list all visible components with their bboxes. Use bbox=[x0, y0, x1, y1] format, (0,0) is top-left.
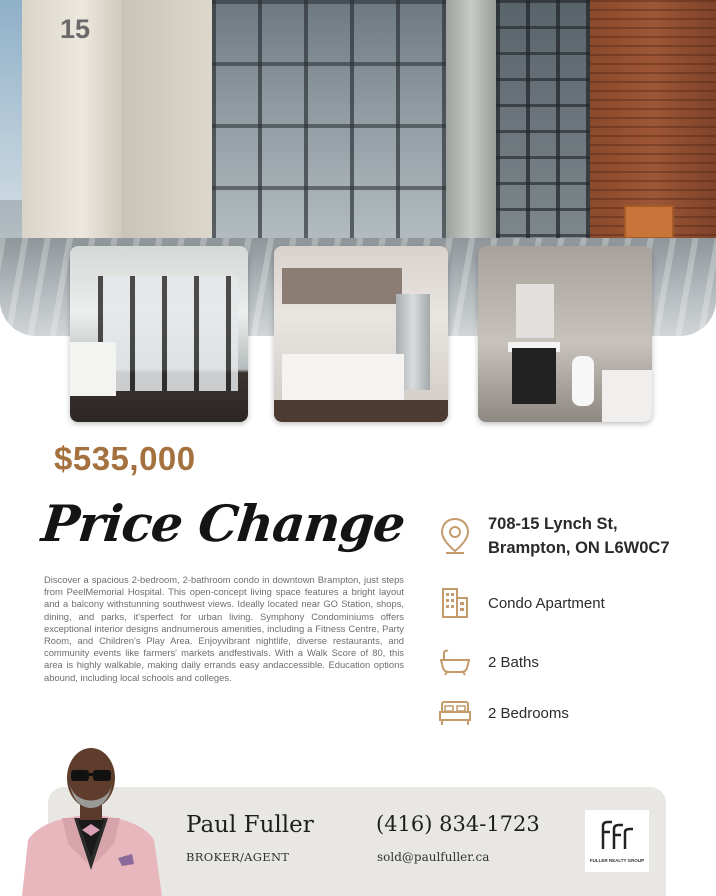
floor bbox=[274, 400, 448, 422]
bathroom-photo bbox=[478, 246, 652, 422]
concrete-column bbox=[446, 0, 496, 250]
brokerage-logo bbox=[585, 810, 649, 872]
agent-email[interactable]: sold@paulfuller.ca bbox=[377, 850, 490, 864]
location-pin-icon bbox=[438, 519, 472, 553]
bathtub bbox=[602, 370, 652, 422]
counter bbox=[70, 342, 116, 396]
concrete-wall bbox=[122, 0, 214, 250]
price: $535,000 bbox=[54, 440, 196, 477]
storage-bin bbox=[624, 205, 674, 239]
agent-phone[interactable]: (416) 834-1723 bbox=[376, 812, 540, 836]
living-room-photo bbox=[70, 246, 248, 422]
feature-bedrooms bbox=[438, 696, 569, 730]
kitchen-photo bbox=[274, 246, 448, 422]
toilet bbox=[572, 356, 594, 406]
building-number: 15 bbox=[60, 14, 91, 44]
property-type: Condo Apartment bbox=[488, 594, 605, 612]
feature-address bbox=[438, 512, 670, 560]
headline: Price Change bbox=[38, 494, 408, 553]
cabinets bbox=[282, 268, 402, 304]
logo-mark-icon bbox=[599, 820, 635, 855]
feature-baths bbox=[438, 645, 539, 679]
balcony-window bbox=[98, 276, 238, 391]
bedrooms-count: 2 Bedrooms bbox=[488, 704, 569, 722]
bed-icon bbox=[438, 696, 472, 730]
feature-type bbox=[438, 586, 605, 620]
glass-window bbox=[496, 0, 590, 240]
vanity bbox=[512, 348, 556, 404]
agent-photo bbox=[18, 740, 164, 896]
address-line-1: 708-15 Lynch St, bbox=[488, 515, 618, 533]
logo-caption: FULLER REALTY GROUP bbox=[589, 857, 645, 863]
address-line-2: Brampton, ON L6W0C7 bbox=[488, 539, 670, 557]
description: Discover a spacious 2-bedroom, 2-bathroom condo in downtown Brampton, just steps from PeelMemorial Hospital. This open-concept living space features a bright layout and a balcony withstunning southwest views. Ideally located near GO Station, shops, dining, and parks, it'sperfect for urban living. Symphony Condominiums offers exceptional interior designs andnumerous amenities, including a Fitness Centre, Party Room, and Children's Play Area. Enjoyvibrant nightlife, diverse restaurants, and community events like farmers' markets andfestivals. With a Walk Score of 80, this area is highly walkable, making daily errands easy andaccessible. Education options abound, including local schools and colleges. bbox=[44, 574, 404, 683]
bathtub-icon bbox=[438, 645, 472, 679]
mirror bbox=[516, 284, 554, 338]
glass-facade bbox=[212, 0, 450, 240]
agent-role: BROKER/AGENT bbox=[186, 850, 290, 864]
building-icon bbox=[438, 586, 472, 620]
agent-name: Paul Fuller bbox=[186, 812, 314, 838]
baths-count: 2 Baths bbox=[488, 653, 539, 671]
